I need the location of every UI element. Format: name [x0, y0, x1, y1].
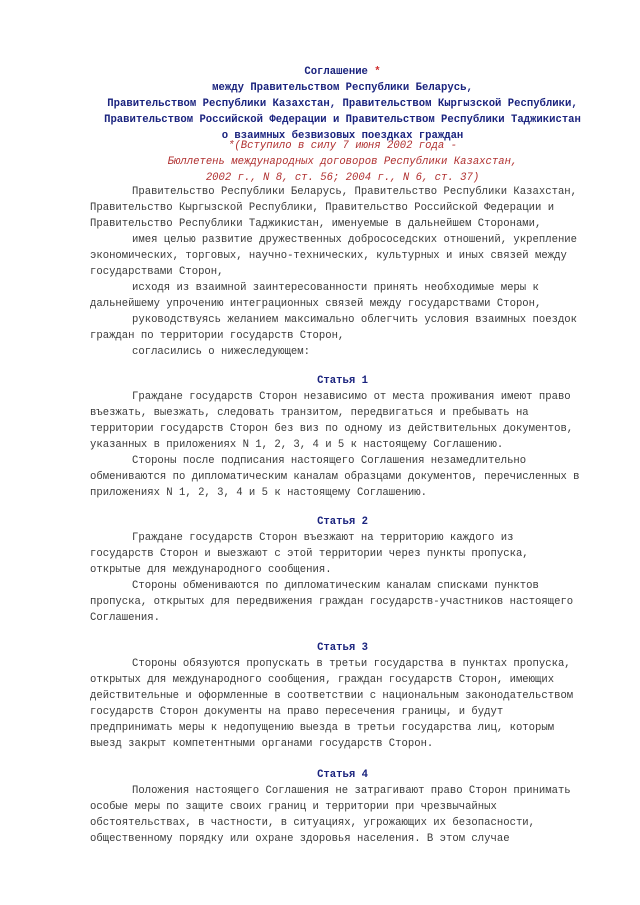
paragraph-line: выезд закрыт компетентными органами государств Сторон. [90, 738, 434, 750]
paragraph-line: государствами Сторон, [90, 266, 224, 278]
paragraph [90, 783, 595, 847]
paragraph-line: Правительство Республики Беларусь, Правительство Республики Казахстан, [132, 186, 578, 198]
article-heading: Статья 1 [317, 375, 368, 387]
article-heading: Статья 2 [317, 516, 368, 528]
header-line: о взаимных безвизовых поездках граждан [221, 130, 464, 142]
footnote-line: Бюллетень международных договоров Республики Казахстан, [167, 156, 518, 168]
footnote-line: 2002 г., N 8, ст. 56; 2004 г., N 6, ст. 37) [205, 172, 480, 184]
footnote-line: *(Вступило в силу 7 июня 2002 года - [228, 140, 457, 152]
paragraph-line: Правительство Республики Таджикистан, именуемые в дальнейшем Сторонами, [90, 218, 542, 230]
paragraph-line: Положения настоящего Соглашения не затрагивают право Сторон принимать [132, 785, 571, 797]
paragraph [90, 656, 595, 752]
footnote-mark[interactable]: * [374, 66, 381, 78]
paragraph-line: пропуска, открытых для передвижения граждан государств-участников настоящего [90, 596, 574, 608]
paragraph-line: открытых для международного сообщения, граждан государств Сторон, имеющих [90, 674, 555, 686]
paragraph-line: Стороны обязуются пропускать в третьи государства в пунктах пропуска, [132, 658, 571, 670]
paragraph [90, 344, 595, 360]
paragraph-line: государств Сторон документы на право пересечения границы, и будут [90, 706, 504, 718]
paragraph [90, 453, 595, 501]
document-title: Соглашение * [304, 66, 381, 78]
article-4 [90, 767, 595, 847]
paragraph [90, 578, 595, 626]
paragraph-line: Стороны обмениваются по дипломатическим каналам списками пунктов [132, 580, 539, 592]
article-heading: Статья 4 [317, 769, 368, 781]
paragraph [90, 312, 595, 344]
article-1 [90, 373, 595, 501]
header-line: между Правительством Республики Беларусь, [212, 82, 473, 94]
paragraph-line: действительные и оформленные в соответствии с национальным законодательством [90, 690, 574, 702]
preamble [90, 184, 595, 360]
article-2 [90, 514, 595, 626]
paragraph [90, 280, 595, 312]
paragraph-line: предпринимать меры к недопущению выезда в третьи государства лиц, которым [90, 722, 555, 734]
paragraph-line: экономических, торговых, научно-технических, культурных и иных связей между [90, 250, 567, 262]
paragraph-line: приложениях N 1, 2, 3, 4 и 5 к настоящему Соглашению. [90, 487, 427, 499]
paragraph-line: Граждане государств Сторон въезжают на территорию каждого из [132, 532, 514, 544]
paragraph-line: территории государств Сторон без виз по одному из действительных документов, [90, 423, 574, 435]
paragraph-line: Граждане государств Сторон независимо от места проживания имеют право [132, 391, 571, 403]
paragraph-line: Стороны после подписания настоящего Соглашения незамедлительно [132, 455, 527, 467]
article-heading: Статья 3 [317, 642, 368, 654]
paragraph [90, 389, 595, 453]
article-3 [90, 640, 595, 752]
paragraph [90, 530, 595, 578]
paragraph-line: дальнейшему упрочению интеграционных связей между государствами Сторон, [90, 298, 542, 310]
paragraph-line: указанных в приложениях N 1, 2, 3, 4 и 5 к настоящему Соглашению. [90, 439, 504, 451]
paragraph-line: Правительство Кыргызской Республики, Правительство Российской Федерации и [90, 202, 555, 214]
paragraph-line: обмениваются по дипломатическим каналам образцами документов, перечисленных в [90, 471, 580, 483]
paragraph [90, 184, 595, 232]
publication-footnote [90, 138, 595, 186]
paragraph-line: особые меры по защите своих границ и территории при чрезвычайных [90, 801, 497, 813]
paragraph-line: исходя из взаимной заинтересованности принять необходимые меры к [132, 282, 539, 294]
paragraph-line: имея целью развитие дружественных добрососедских отношений, укрепление [132, 234, 578, 246]
paragraph-line: обстоятельствах, в частности, в ситуациях, угрожающих их безопасности, [90, 817, 536, 829]
paragraph [90, 232, 595, 280]
paragraph-line: общественному порядку или охране здоровья населения. В этом случае [90, 833, 510, 845]
document-header [90, 64, 595, 144]
paragraph-line: въезжать, выезжать, следовать транзитом, передвигаться и пребывать на [90, 407, 529, 419]
paragraph-line: руководствуясь желанием максимально облегчить условия взаимных поездок [132, 314, 578, 326]
paragraph-line: государств Сторон и выезжают с этой территории через пункты пропуска, [90, 548, 529, 560]
paragraph-line: согласились о нижеследующем: [132, 346, 311, 358]
paragraph-line: Соглашения. [90, 612, 160, 624]
paragraph-line: граждан по территории государств Сторон, [90, 330, 345, 342]
header-line: Правительством Республики Казахстан, Правительством Кыргызской Республики, [107, 98, 578, 110]
paragraph-line: открытые для международного сообщения. [90, 564, 332, 576]
header-line: Правительством Российской Федерации и Правительством Республики Таджикистан [104, 114, 581, 126]
